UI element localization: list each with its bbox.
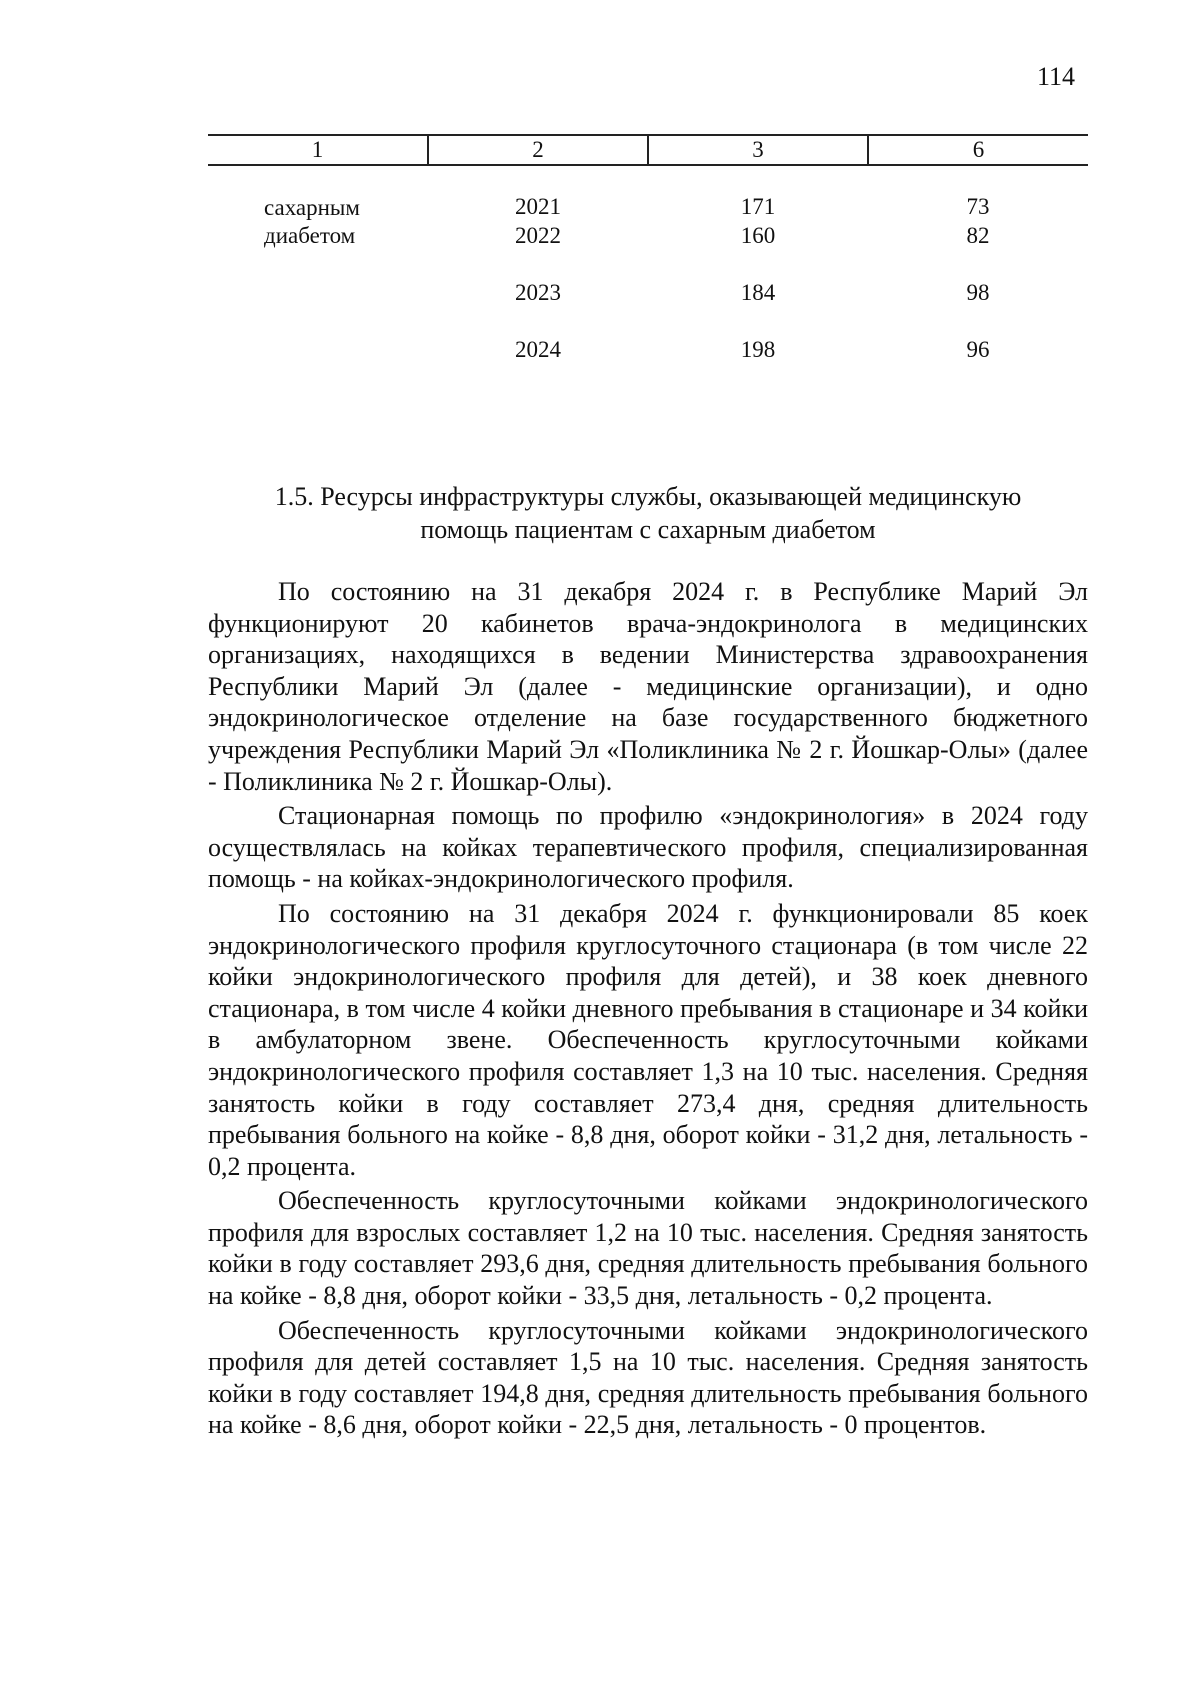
table-cell-col3: 184	[740, 280, 776, 305]
paragraph: Стационарная помощь по профилю «эндокринология» в 2024 году осуществлялась на койках терапевтического профиля, специализированная помощь - на койках-эндокринологического профиля.	[208, 801, 1088, 894]
table-header-cell: 2	[428, 135, 648, 165]
table-cell-year: 2021	[515, 194, 561, 219]
paragraph: По состоянию на 31 декабря 2024 г. функционировали 85 коек эндокринологического профиля круглосуточного стационара (в том числе 22 койки эндокринологического профиля для детей), и 38 коек дневного стационара, в том числе 4 койки дневного пребывания в стационаре и 34 койки в амбулаторном звене. Обеспеченность круглосуточными койками эндокринологического профиля составляет 1,3 на 10 тыс. населения. Средняя занятость койки в году составляет 273,4 дня, средняя длительность пребывания больного на койке - 8,8 дня, оборот койки - 31,2 дня, летальность - 0,2 процента.	[208, 898, 1088, 1181]
table-cell-year: 2022	[515, 223, 561, 248]
section-heading-line: помощь пациентам с сахарным диабетом	[420, 515, 876, 544]
table-cell-col3: 160	[740, 223, 776, 248]
table-row-label	[208, 165, 428, 394]
table-header-row	[208, 135, 1088, 165]
section-heading-line: 1.5. Ресурсы инфраструктуры службы, оказывающей медицинскую	[274, 482, 1022, 511]
table-cell-col3: 198	[740, 337, 776, 362]
table-cell-year: 2023	[515, 280, 561, 305]
table-cell-col6: 96	[966, 337, 990, 362]
table-header-cell: 3	[648, 135, 868, 165]
paragraph: Обеспеченность круглосуточными койками эндокринологического профиля для взрослых составляет 1,2 на 10 тыс. населения. Средняя занятость койки в году составляет 293,6 дня, средняя длительность пребывания больного на койке - 8,8 дня, оборот койки - 33,5 дня, летальность - 0,2 процента.	[208, 1186, 1088, 1311]
data-table-container	[208, 134, 1088, 394]
table-row	[208, 165, 1088, 223]
data-table	[208, 134, 1088, 394]
row-label-line: сахарным	[264, 195, 360, 220]
paragraph: По состоянию на 31 декабря 2024 г. в Республике Марий Эл функционируют 20 кабинетов врача-эндокринолога в медицинских организациях, находящихся в ведении Министерства здравоохранения Республики Марий Эл (далее - медицинские организации), и одно эндокринологическое отделение на базе государственного бюджетного учреждения Республики Марий Эл «Поликлиника № 2 г. Йошкар-Олы» (далее - Поликлиника № 2 г. Йошкар-Олы).	[208, 577, 1088, 796]
table-cell-col6: 82	[966, 223, 990, 248]
table-header-cell: 1	[208, 135, 428, 165]
section-heading	[208, 480, 1088, 546]
paragraph: Обеспеченность круглосуточными койками эндокринологического профиля для детей составляет 1,5 на 10 тыс. населения. Средняя занятость койки в году составляет 194,8 дня, средняя длительность пребывания больного на койке - 8,6 дня, оборот койки - 22,5 дня, летальность - 0 процентов.	[208, 1315, 1088, 1440]
table-cell-year: 2024	[515, 337, 561, 362]
body-text	[208, 576, 1088, 1441]
page-number: 114	[1037, 62, 1076, 91]
table-cell-col3: 171	[740, 194, 776, 219]
table-header-cell: 6	[868, 135, 1088, 165]
table-cell-col6: 98	[966, 280, 990, 305]
table-cell-col6: 73	[966, 194, 990, 219]
row-label-line: диабетом	[264, 223, 356, 248]
